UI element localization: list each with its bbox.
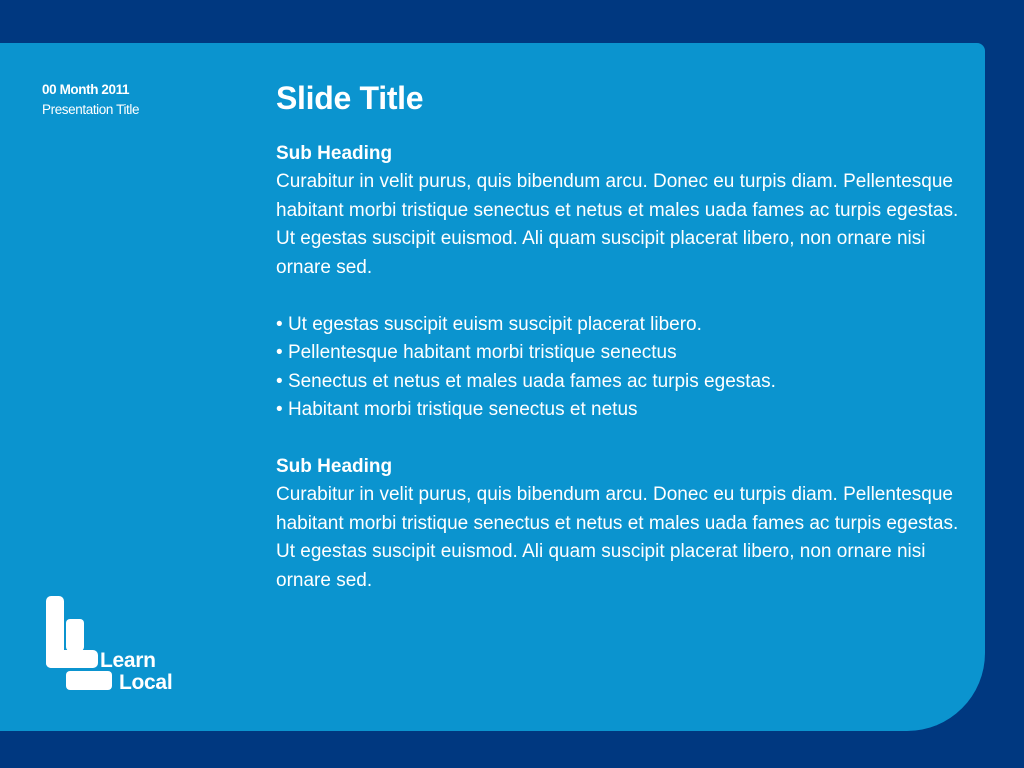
bullet-list <box>276 311 966 425</box>
bullet-item: • Senectus et netus et males uada fames ac turpis egestas. <box>276 368 966 397</box>
presentation-date: 00 Month 2011 <box>42 82 130 97</box>
logo-word-local: Local <box>119 671 173 694</box>
presentation-title: Presentation Title <box>42 102 140 117</box>
logo-word-learn: Learn <box>100 649 156 672</box>
body-paragraph-2: Curabitur in velit purus, quis bibendum arcu. Donec eu turpis diam. Pellentesque habitant morbi tristique senectus et netus et males uada fames ac turpis egestas. Ut egestas suscipit euismod. Ali quam suscipit placerat libero, non ornare nisi ornare sed. <box>276 484 959 591</box>
spacer <box>276 425 966 454</box>
body-paragraph-1: Curabitur in velit purus, quis bibendum arcu. Donec eu turpis diam. Pellentesque habitant morbi tristique senectus et netus et males uada fames ac turpis egestas. Ut egestas suscipit euismod. Ali quam suscipit placerat libero, non ornare nisi ornare sed. <box>276 171 959 278</box>
spacer <box>276 282 966 311</box>
bullet-item: • Habitant morbi tristique senectus et netus <box>276 396 966 425</box>
learn-local-logo-icon <box>44 595 114 695</box>
slide-title: Slide Title <box>276 80 424 116</box>
slide-meta <box>42 80 139 120</box>
slide-content <box>276 78 966 595</box>
bullet-item: • Pellentesque habitant morbi tristique senectus <box>276 339 966 368</box>
bullet-item: • Ut egestas suscipit euism suscipit placerat libero. <box>276 311 966 340</box>
learn-local-logo <box>44 595 194 695</box>
sub-heading-1: Sub Heading <box>276 143 393 164</box>
sub-heading-2: Sub Heading <box>276 456 393 477</box>
